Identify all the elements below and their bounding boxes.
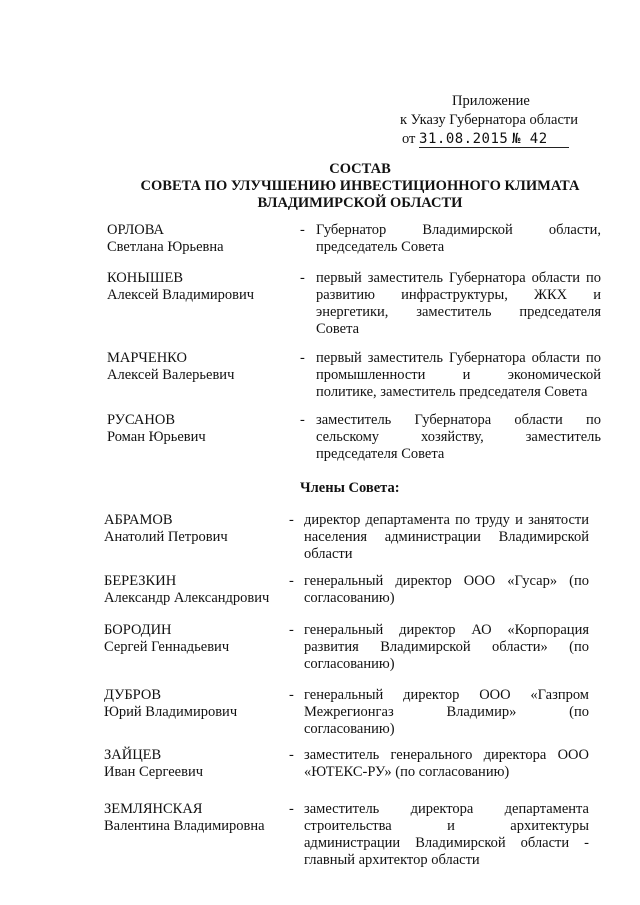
given-names: Иван Сергеевич xyxy=(104,764,204,780)
given-names: Сергей Геннадьевич xyxy=(104,639,230,655)
decree-number: № 42 xyxy=(511,131,548,147)
separator-dash: - xyxy=(289,573,294,589)
position-line: промышленности и экономической xyxy=(316,367,601,383)
position-line: генеральный директор АО «Корпорация xyxy=(304,622,589,638)
person-name xyxy=(107,222,297,256)
title-line-3: ВЛАДИМИРСКОЙ ОБЛАСТИ xyxy=(257,195,463,211)
separator-dash: - xyxy=(289,801,294,817)
decree-date-line xyxy=(382,130,602,149)
position-description xyxy=(316,350,601,401)
given-names: Роман Юрьевич xyxy=(107,429,206,445)
position-line: развитию инфраструктуры, ЖКХ и xyxy=(316,287,601,303)
surname: БЕРЕЗКИН xyxy=(104,573,177,589)
position-line: администрации Владимирской области - xyxy=(304,835,589,851)
position-line: председатель Совета xyxy=(316,239,445,255)
position-line: «ЮТЕКС-РУ» (по согласованию) xyxy=(304,764,510,780)
position-line: директор департамента по труду и занятости xyxy=(304,512,589,528)
position-line: согласованию) xyxy=(304,590,395,606)
position-description xyxy=(316,412,601,463)
decree-reference: к Указу Губернатора области xyxy=(400,112,578,128)
position-description xyxy=(316,270,601,338)
position-line: строительства и архитектуры xyxy=(304,818,589,834)
position-line: Совета xyxy=(316,321,360,337)
surname: АБРАМОВ xyxy=(104,512,173,528)
surname: РУСАНОВ xyxy=(107,412,176,428)
appendix-label: Приложение xyxy=(452,93,530,109)
surname: ЗАЙЦЕВ xyxy=(104,747,162,763)
given-names: Светлана Юрьевна xyxy=(107,239,224,255)
position-line: Межрегионгаз Владимир» (по xyxy=(304,704,589,720)
surname: КОНЫШЕВ xyxy=(107,270,184,286)
given-names: Юрий Владимирович xyxy=(104,704,238,720)
decree-date: 31.08.2015 xyxy=(419,131,509,147)
position-line: сельскому хозяйству, заместитель xyxy=(316,429,601,445)
position-line: заместитель генерального директора ООО xyxy=(304,747,589,763)
position-description xyxy=(316,222,601,256)
position-description xyxy=(304,801,589,869)
person-name xyxy=(104,687,294,721)
position-description xyxy=(304,747,589,781)
given-names: Алексей Владимирович xyxy=(107,287,255,303)
separator-dash: - xyxy=(289,747,294,763)
title-line-2: СОВЕТА ПО УЛУЧШЕНИЮ ИНВЕСТИЦИОННОГО КЛИМАТА xyxy=(140,178,580,194)
person-name xyxy=(107,412,297,446)
position-description xyxy=(304,573,589,607)
separator-dash: - xyxy=(300,222,305,238)
position-line: развития Владимирской области» (по xyxy=(304,639,589,655)
position-line: первый заместитель Губернатора области по xyxy=(316,270,601,286)
position-line: политике, заместитель председателя Совета xyxy=(316,384,588,400)
position-line: первый заместитель Губернатора области по xyxy=(316,350,601,366)
surname: ЗЕМЛЯНСКАЯ xyxy=(104,801,203,817)
position-description xyxy=(304,512,589,563)
position-line: согласованию) xyxy=(304,656,395,672)
separator-dash: - xyxy=(300,412,305,428)
position-line: области xyxy=(304,546,353,562)
position-line: генеральный директор ООО «Газпром xyxy=(304,687,589,703)
position-line: заместитель директора департамента xyxy=(304,801,589,817)
position-line: заместитель Губернатора области по xyxy=(316,412,601,428)
position-line: согласованию) xyxy=(304,721,395,737)
position-line: председателя Совета xyxy=(316,446,445,462)
members-heading: Члены Совета: xyxy=(300,480,400,496)
appendix-block xyxy=(382,92,602,149)
given-names: Валентина Владимировна xyxy=(104,818,265,834)
from-label: от xyxy=(402,131,416,147)
separator-dash: - xyxy=(289,512,294,528)
person-name xyxy=(104,747,294,781)
separator-dash: - xyxy=(300,270,305,286)
position-description xyxy=(304,687,589,738)
position-line: населения администрации Владимирской xyxy=(304,529,589,545)
position-line: Губернатор Владимирской области, xyxy=(316,222,601,238)
person-name xyxy=(107,270,297,304)
given-names: Алексей Валерьевич xyxy=(107,367,235,383)
surname: ОРЛОВА xyxy=(107,222,164,238)
position-line: генеральный директор ООО «Гусар» (по xyxy=(304,573,589,589)
separator-dash: - xyxy=(289,622,294,638)
separator-dash: - xyxy=(300,350,305,366)
person-name xyxy=(104,573,294,607)
document-title xyxy=(100,161,620,212)
person-name xyxy=(104,512,294,546)
given-names: Анатолий Петрович xyxy=(104,529,228,545)
person-name xyxy=(107,350,297,384)
person-name xyxy=(104,801,294,835)
decree-date-number xyxy=(419,132,569,148)
position-line: энергетики, заместитель председателя xyxy=(316,304,601,320)
given-names: Александр Александрович xyxy=(104,590,270,606)
position-description xyxy=(304,622,589,673)
surname: БОРОДИН xyxy=(104,622,172,638)
separator-dash: - xyxy=(289,687,294,703)
surname: ДУБРОВ xyxy=(104,687,162,703)
title-line-1: СОСТАВ xyxy=(329,161,391,177)
position-line: главный архитектор области xyxy=(304,852,480,868)
person-name xyxy=(104,622,294,656)
surname: МАРЧЕНКО xyxy=(107,350,187,366)
